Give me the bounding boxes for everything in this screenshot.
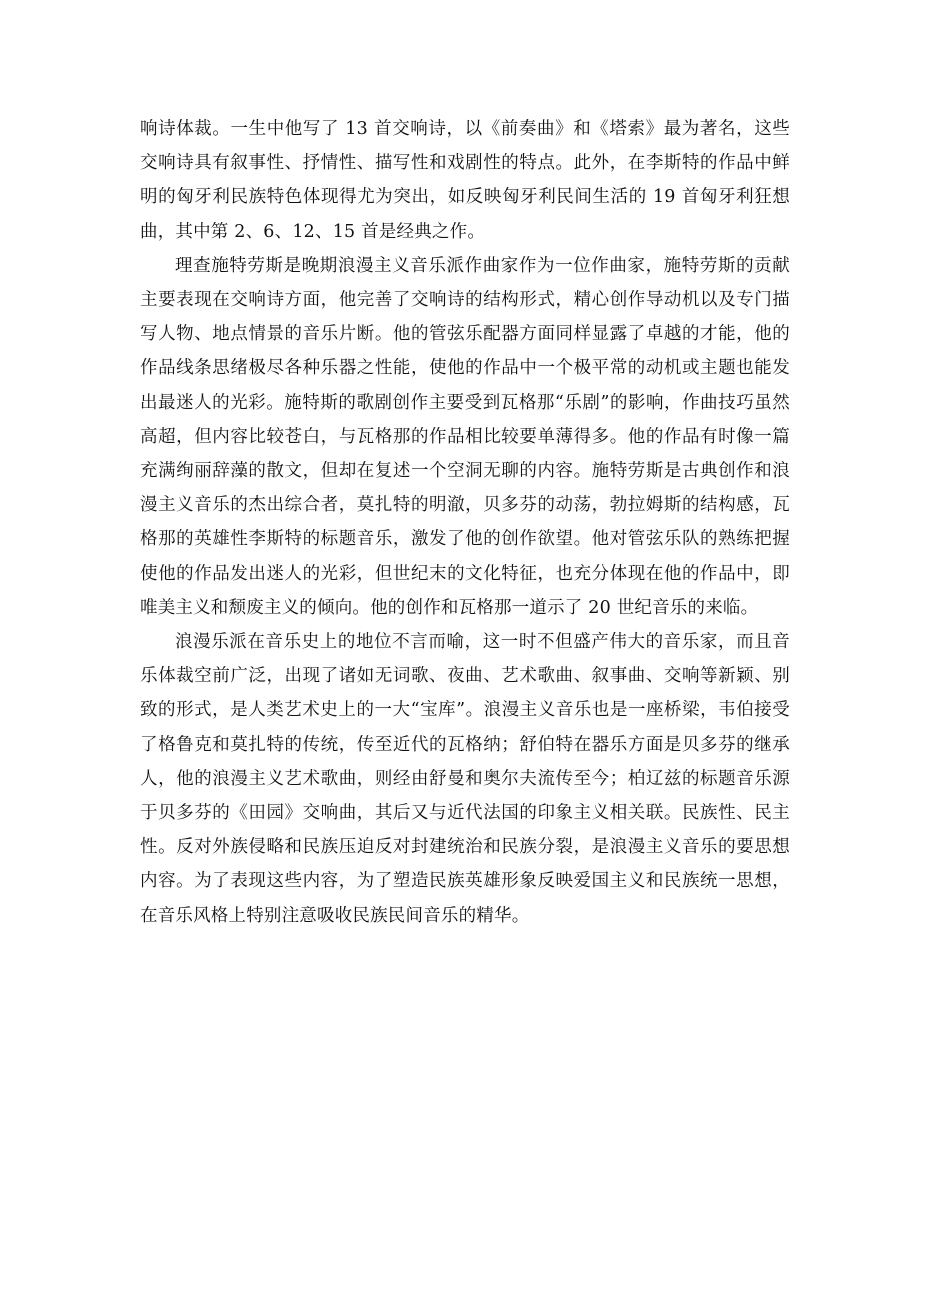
paragraph-richard-strauss: 理查施特劳斯是晚期浪漫主义音乐派作曲家作为一位作曲家，施特劳斯的贡献主要表现在交响诗方面，他完善了交响诗的结构形式，精心创作导动机以及专门描写人物、地点情景的音乐片断。他的管弦乐配器方面同样显露了卓越的才能，他的作品线条思绪极尽各种乐器之性能，使他的作品中一个极平常的动机或主题也能发出最迷人的光彩。施特斯的歌剧创作主要受到瓦格那“乐剧”的影响，作曲技巧虽然高超，但内容比较苍白，与瓦格那的作品相比较要单薄得多。他的作品有时像一篇充满绚丽辞藻的散文，但却在复述一个空洞无聊的内容。施特劳斯是古典创作和浪漫主义音乐的杰出综合者，莫扎特的明澈，贝多芬的动荡，勃拉姆斯的结构感，瓦格那的英雄性李斯特的标题音乐，激发了他的创作欲望。他对管弦乐队的熟练把握使他的作品发出迷人的光彩，但世纪末的文化特征，也充分体现在他的作品中，即唯美主义和颓废主义的倾向。他的创作和瓦格那一道示了 20 世纪音乐的来临。 xyxy=(140,255,790,618)
document-body xyxy=(140,112,790,933)
paragraph-liszt-continuation: 响诗体裁。一生中他写了 13 首交响诗，以《前奏曲》和《塔索》最为著名，这些交响诗具有叙事性、抒情性、描写性和戏剧性的特点。此外，在李斯特的作品中鲜明的匈牙利民族特色体现得尤为突出，如反映匈牙利民间生活的 19 首匈牙利狂想曲，其中第 2、6、12、15 首是经典之作。 xyxy=(140,119,790,242)
paragraph-romantic-school: 浪漫乐派在音乐史上的地位不言而喻，这一时不但盛产伟大的音乐家，而且音乐体裁空前广泛，出现了诸如无词歌、夜曲、艺术歌曲、叙事曲、交响等新颖、别致的形式，是人类艺术史上的一大“宝库”。浪漫主义音乐也是一座桥梁，韦伯接受了格鲁克和莫扎特的传统，传至近代的瓦格纳；舒伯特在器乐方面是贝多芬的继承人，他的浪漫主义艺术歌曲，则经由舒曼和奥尔夫流传至今；柏辽兹的标题音乐源于贝多芬的《田园》交响曲，其后又与近代法国的印象主义相关联。民族性、民主性。反对外族侵略和民族压迫反对封建统治和民族分裂，是浪漫主义音乐的要思想内容。为了表现这些内容，为了塑造民族英雄形象反映爱国主义和民族统一思想，在音乐风格上特别注意吸收民族民间音乐的精华。 xyxy=(140,632,790,926)
